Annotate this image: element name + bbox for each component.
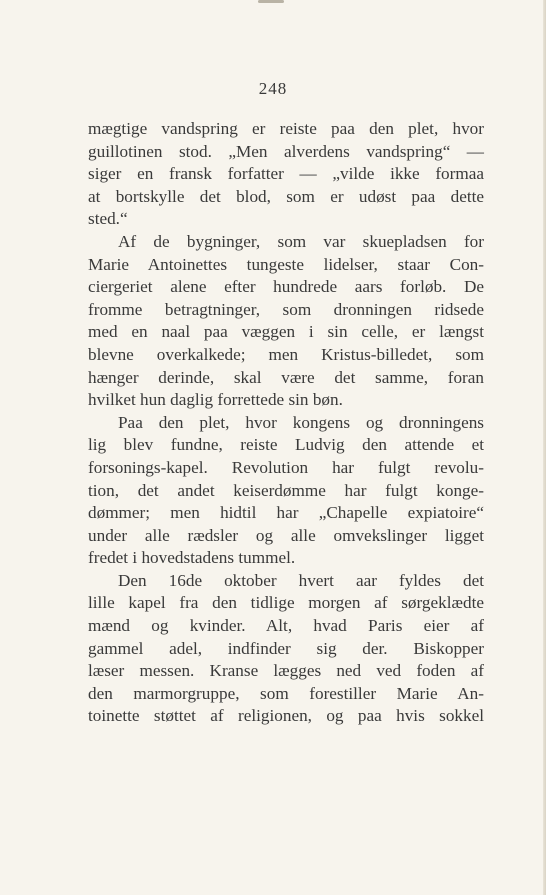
text-line: Marie Antoinettes tungeste lidelser, staar Con- [88,254,484,274]
text-line: fredet i hovedstadens tummel. [88,548,296,568]
text-line: at bortskylle det blod, som er udøst paa dette [88,186,484,206]
text-line: læser messen. Kranse lægges ned ved foden af [88,661,484,681]
text-line: lig blev fundne, reiste Ludvig den attende et [88,435,484,455]
text-line: mænd og kvinder. Alt, hvad Paris eier af [88,616,484,636]
text-line: fromme betragtninger, som dronningen ridsede [88,299,484,319]
page-number: 248 [258,79,288,98]
text-line: Paa den plet, hvor kongens og dronningens [118,412,484,432]
text-line: mægtige vandspring er reiste paa den plet, hvor [88,119,484,138]
text-line: dømmer; men hidtil har „Chapelle expiatoire“ [88,503,484,523]
text-line: ciergeriet alene efter hundrede aars forløb. De [88,277,484,297]
text-line: hvilket hun daglig forrettede sin bøn. [88,390,343,410]
text-line: tion, det andet keiserdømme har fulgt konge- [88,480,484,500]
text-line: under alle rædsler og alle omvekslinger ligget [88,525,484,545]
text-line: blevne overkalkede; men Kristus-billedet, som [88,344,484,364]
text-line: toinette støttet af religionen, og paa hvis sokkel [88,706,484,726]
text-line: guillotinen stod. „Men alverdens vandspring“ — [88,141,484,161]
text-line: gammel adel, indfinder sig der. Biskopper [88,638,484,658]
text-line: Den 16de oktober hvert aar fyldes det [118,570,484,590]
text-line: med en naal paa væggen i sin celle, er længst [88,322,484,342]
text-line: hænger derinde, skal være det samme, foran [88,367,484,387]
scan-mark [258,0,284,3]
text-line: forsonings-kapel. Revolution har fulgt revolu- [88,457,484,477]
text-line: den marmorgruppe, som forestiller Marie An- [88,683,484,703]
text-line: lille kapel fra den tidlige morgen af sørgeklædte [88,593,484,613]
text-line: sted.“ [88,209,128,229]
text-line: Af de bygninger, som var skuepladsen for [118,231,484,251]
text-line: siger en fransk forfatter — „vilde ikke formaa [88,164,484,184]
body-text [88,118,484,728]
